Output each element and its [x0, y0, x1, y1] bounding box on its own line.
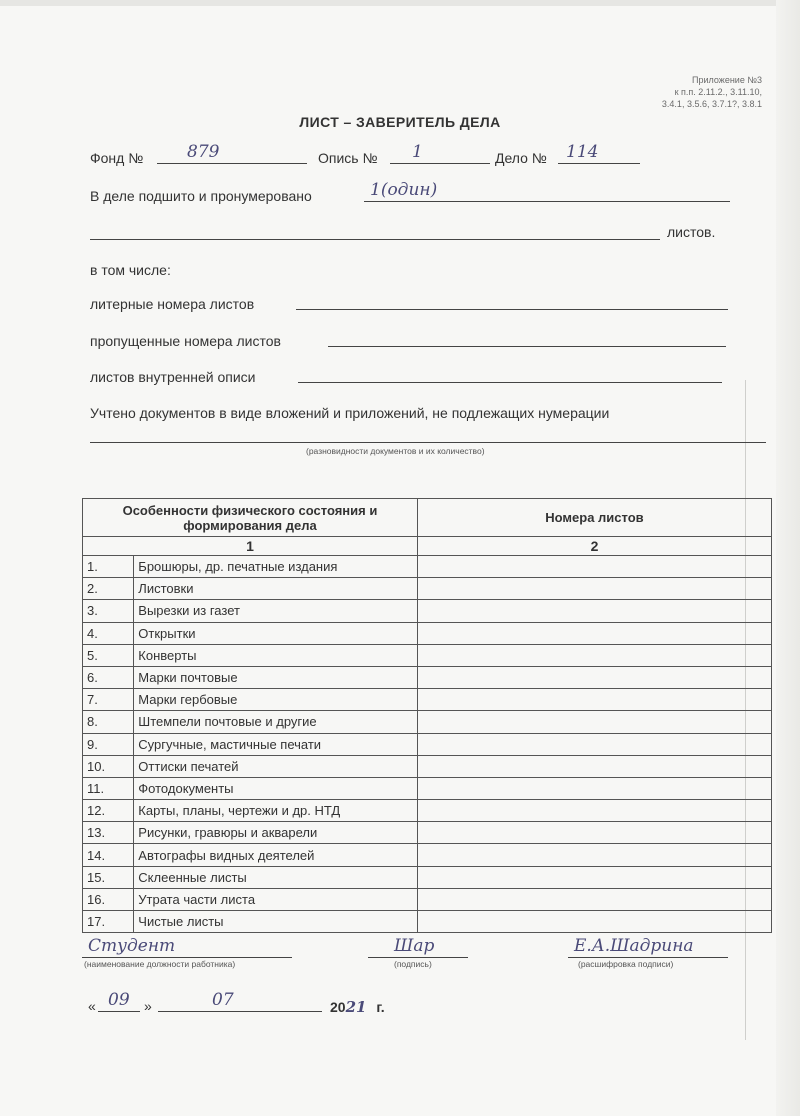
- appendix-line-1: Приложение №3: [692, 75, 762, 85]
- sewn-value: 1(один): [370, 180, 438, 200]
- fond-field: [157, 142, 307, 164]
- position-caption: (наименование должности работника): [84, 959, 236, 969]
- delo-value: 114: [566, 142, 599, 162]
- date-year-unit: г.: [376, 999, 385, 1015]
- table-row: [83, 644, 772, 666]
- opis-value: 1: [412, 142, 423, 162]
- decoding-caption: (расшифровка подписи): [578, 959, 674, 969]
- row-page-numbers: [417, 666, 771, 688]
- row-page-numbers: [417, 578, 771, 600]
- date-year: [330, 998, 385, 1016]
- row-number: 4.: [83, 622, 134, 644]
- row-feature: Карты, планы, чертежи и др. НТД: [134, 800, 418, 822]
- row-feature: Листовки: [134, 578, 418, 600]
- row-feature: Рисунки, гравюры и акварели: [134, 822, 418, 844]
- col1-header: Особенности физического состояния и формирования дела: [83, 499, 418, 537]
- row-number: 13.: [83, 822, 134, 844]
- position-field: [82, 930, 292, 958]
- row-number: 2.: [83, 578, 134, 600]
- row-page-numbers: [417, 800, 771, 822]
- signature-field: [368, 930, 468, 958]
- col1-index: 1: [83, 537, 418, 556]
- row-feature: Автографы видных деятелей: [134, 844, 418, 866]
- decoding-underline: [568, 957, 728, 958]
- table-row: [83, 733, 772, 755]
- row-page-numbers: [417, 888, 771, 910]
- row-page-numbers: [417, 689, 771, 711]
- decoding-value: Е.А.Шадрина: [574, 936, 694, 956]
- date-day-field: [98, 990, 140, 1012]
- sewn-field: [364, 180, 730, 202]
- row-page-numbers: [417, 844, 771, 866]
- row-number: 11.: [83, 777, 134, 799]
- table-row: [83, 622, 772, 644]
- row-page-numbers: [417, 866, 771, 888]
- row-page-numbers: [417, 600, 771, 622]
- table-row: [83, 844, 772, 866]
- table-row: [83, 711, 772, 733]
- signature-caption: (подпись): [394, 959, 432, 969]
- row-page-numbers: [417, 777, 771, 799]
- table-row: [83, 777, 772, 799]
- table-row: [83, 755, 772, 777]
- table-row: [83, 888, 772, 910]
- position-underline: [82, 957, 292, 958]
- signature-value: Шар: [394, 936, 435, 956]
- table-row: [83, 578, 772, 600]
- row-number: 6.: [83, 666, 134, 688]
- row-number: 14.: [83, 844, 134, 866]
- date-year-suffix: 21: [345, 998, 367, 1016]
- appendix-line-2: к п.п. 2.11.2., 3.11.10,: [674, 87, 762, 97]
- row-feature: Брошюры, др. печатные издания: [134, 556, 418, 578]
- appendix-line-3: 3.4.1, 3.5.6, 3.7.1?, 3.8.1: [661, 99, 762, 109]
- row-page-numbers: [417, 556, 771, 578]
- opis-field: [390, 142, 490, 164]
- date-month-field: [158, 990, 322, 1012]
- row-page-numbers: [417, 822, 771, 844]
- table-row: [83, 689, 772, 711]
- date-month: 07: [212, 990, 234, 1010]
- row-number: 15.: [83, 866, 134, 888]
- row-number: 3.: [83, 600, 134, 622]
- row-feature: Открытки: [134, 622, 418, 644]
- date-day: 09: [108, 990, 130, 1010]
- table-body: [83, 556, 772, 933]
- page-title: ЛИСТ – ЗАВЕРИТЕЛЬ ДЕЛА: [299, 114, 501, 130]
- table-row: [83, 666, 772, 688]
- row-number: 8.: [83, 711, 134, 733]
- date-open-quote: «: [88, 998, 96, 1014]
- row-number: 10.: [83, 755, 134, 777]
- row-feature: Марки почтовые: [134, 666, 418, 688]
- table-row: [83, 600, 772, 622]
- literal-field: [296, 291, 728, 310]
- row-number: 17.: [83, 911, 134, 933]
- including-label: в том числе:: [90, 262, 171, 278]
- date-year-prefix: 20: [330, 999, 346, 1015]
- signature-underline: [368, 957, 468, 958]
- missed-field: [328, 328, 726, 347]
- row-feature: Штемпели почтовые и другие: [134, 711, 418, 733]
- row-feature: Вырезки из газет: [134, 600, 418, 622]
- sewn-field-continued: [90, 221, 660, 240]
- row-number: 9.: [83, 733, 134, 755]
- opis-label: Опись №: [318, 150, 378, 166]
- row-number: 5.: [83, 644, 134, 666]
- physical-state-table: [82, 498, 772, 933]
- row-number: 16.: [83, 888, 134, 910]
- date-close-quote: »: [144, 998, 152, 1014]
- row-feature: Конверты: [134, 644, 418, 666]
- scan-edge-top: [0, 0, 800, 6]
- delo-field: [558, 142, 640, 164]
- row-number: 1.: [83, 556, 134, 578]
- delo-label: Дело №: [495, 150, 547, 166]
- missed-label: пропущенные номера листов: [90, 333, 281, 349]
- table-row: [83, 556, 772, 578]
- literal-label: литерные номера листов: [90, 296, 255, 312]
- row-page-numbers: [417, 711, 771, 733]
- row-feature: Утрата части листа: [134, 888, 418, 910]
- row-number: 12.: [83, 800, 134, 822]
- row-page-numbers: [417, 733, 771, 755]
- row-feature: Сургучные, мастичные печати: [134, 733, 418, 755]
- row-feature: Фотодокументы: [134, 777, 418, 799]
- row-feature: Марки гербовые: [134, 689, 418, 711]
- attachments-field: [90, 424, 766, 443]
- sewn-suffix: листов.: [667, 224, 716, 240]
- row-page-numbers: [417, 644, 771, 666]
- decoding-field: [568, 930, 728, 958]
- table-row: [83, 822, 772, 844]
- position-value: Студент: [88, 936, 176, 956]
- row-feature: Склеенные листы: [134, 866, 418, 888]
- appendix-note: [662, 74, 762, 110]
- fond-value: 879: [187, 142, 220, 162]
- row-feature: Оттиски печатей: [134, 755, 418, 777]
- scan-edge-right: [776, 0, 800, 1116]
- row-feature: Чистые листы: [134, 911, 418, 933]
- row-page-numbers: [417, 622, 771, 644]
- table-row: [83, 800, 772, 822]
- row-number: 7.: [83, 689, 134, 711]
- attachments-label: Учтено документов в виде вложений и приложений, не подлежащих нумерации: [90, 405, 610, 421]
- fond-label: Фонд №: [90, 150, 144, 166]
- col2-header: Номера листов: [417, 499, 771, 537]
- attachments-caption: (разновидности документов и их количество): [306, 446, 485, 456]
- sewn-label: В деле подшито и пронумеровано: [90, 188, 312, 204]
- col2-index: 2: [417, 537, 771, 556]
- internal-field: [298, 364, 722, 383]
- row-page-numbers: [417, 755, 771, 777]
- table-row: [83, 866, 772, 888]
- internal-label: листов внутренней описи: [90, 369, 256, 385]
